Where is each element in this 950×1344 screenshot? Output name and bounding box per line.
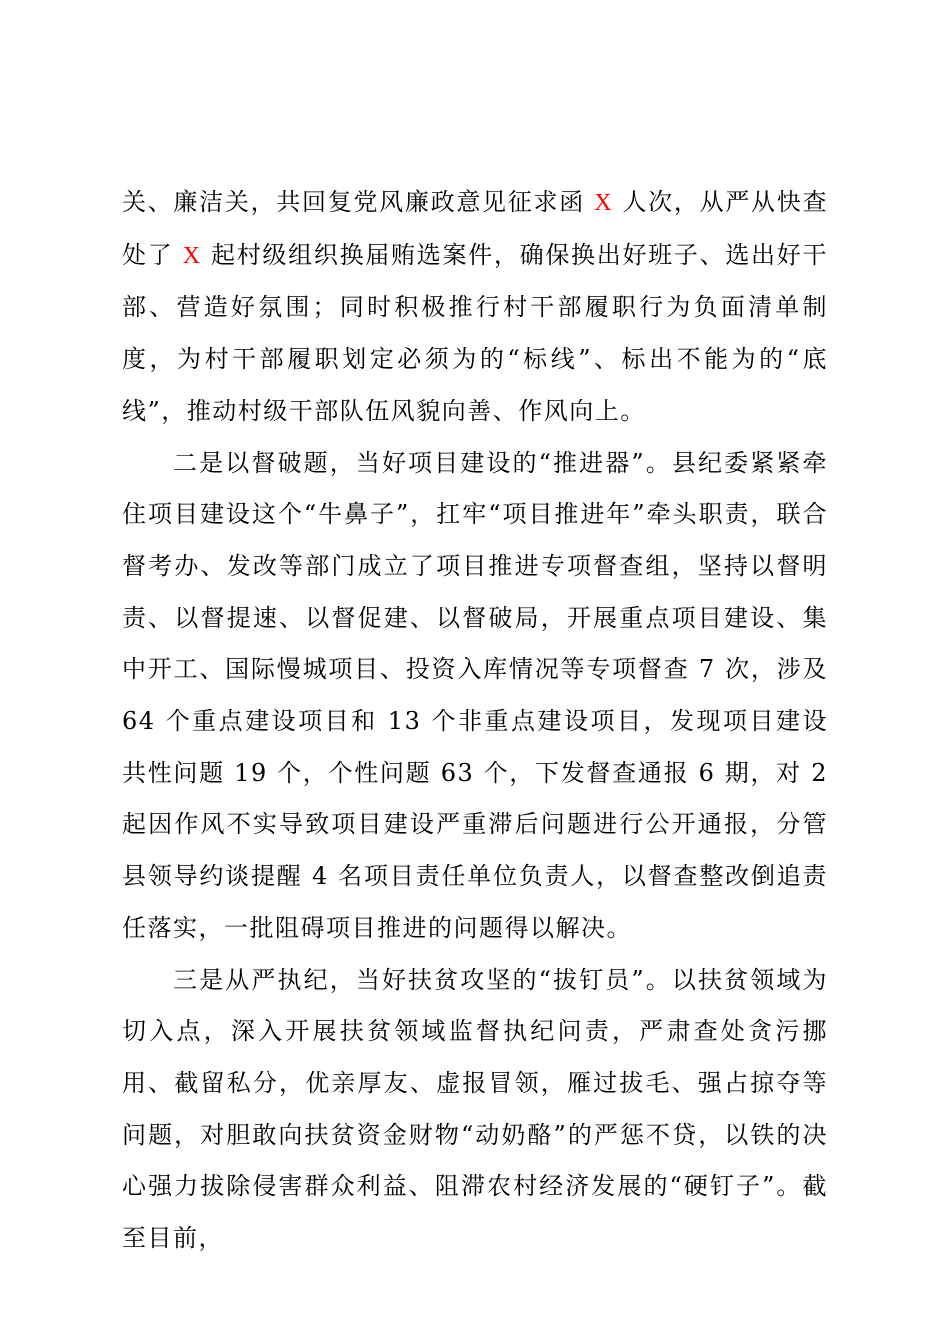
paragraph-text: 起村级组织换届贿选案件，确保换出好班子、选出好干部、营造好氛围；同时积极推行村干部履职行为负面清单制度，为村干部履职划定必须为的“标线”、标出不能为的“底线”，推动村级干部队伍风貌向善、作风向上。 [122,240,828,425]
paragraph-text: 二是以督破题，当好项目建设的“推进器”。县纪委紧紧牵住项目建设这个“牛鼻子”，扛牢“项目推进年”牵头职责，联合督考办、发改等部门成立了项目推进专项督查组，坚持以督明责、以督提速、以督促建、以督破局，开展重点项目建设、集中开工、国际慢城项目、投资入库情况等专项督查 7 次，涉及 64 个重点建设项目和 13 个非重点建设项目，发现项目建设共性问题 19 个，个性问题 63 个，下发督查通报 6 期，对 2 起因作风不实导致项目建设严重滞后问题进行公开通报，分管县领导约谈提醒 4 名项目责任单位负责人，以督查整改倒追责任落实，一批阻碍项目推进的问题得以解决。 [122,448,828,942]
paragraph-1 [122,177,828,438]
paragraph-text: 人次，从严从快查处了 [122,188,828,269]
paragraph-text: 关、廉洁关，共回复党风廉政意见征求函 [122,188,595,216]
placeholder-count: X [594,190,614,216]
placeholder-count: X [182,242,202,269]
paragraph-text: 三是从严执纪，当好扶贫攻坚的“拔钉员”。以扶贫领域为切入点，深入开展扶贫领域监督执纪问责，严肃查处贪污挪用、截留私分，优亲厚友、虚报冒领，雁过拔毛、强占掠夺等问题，对胆敢向扶贫资金财物“动奶酪”的严惩不贷，以铁的决心强力拔除侵害群众利益、阻滞农村经济发展的“硬钉子”。截至目前， [122,965,828,1253]
document-body [122,177,828,1265]
paragraph-2 [122,438,828,955]
paragraph-3 [122,955,828,1265]
